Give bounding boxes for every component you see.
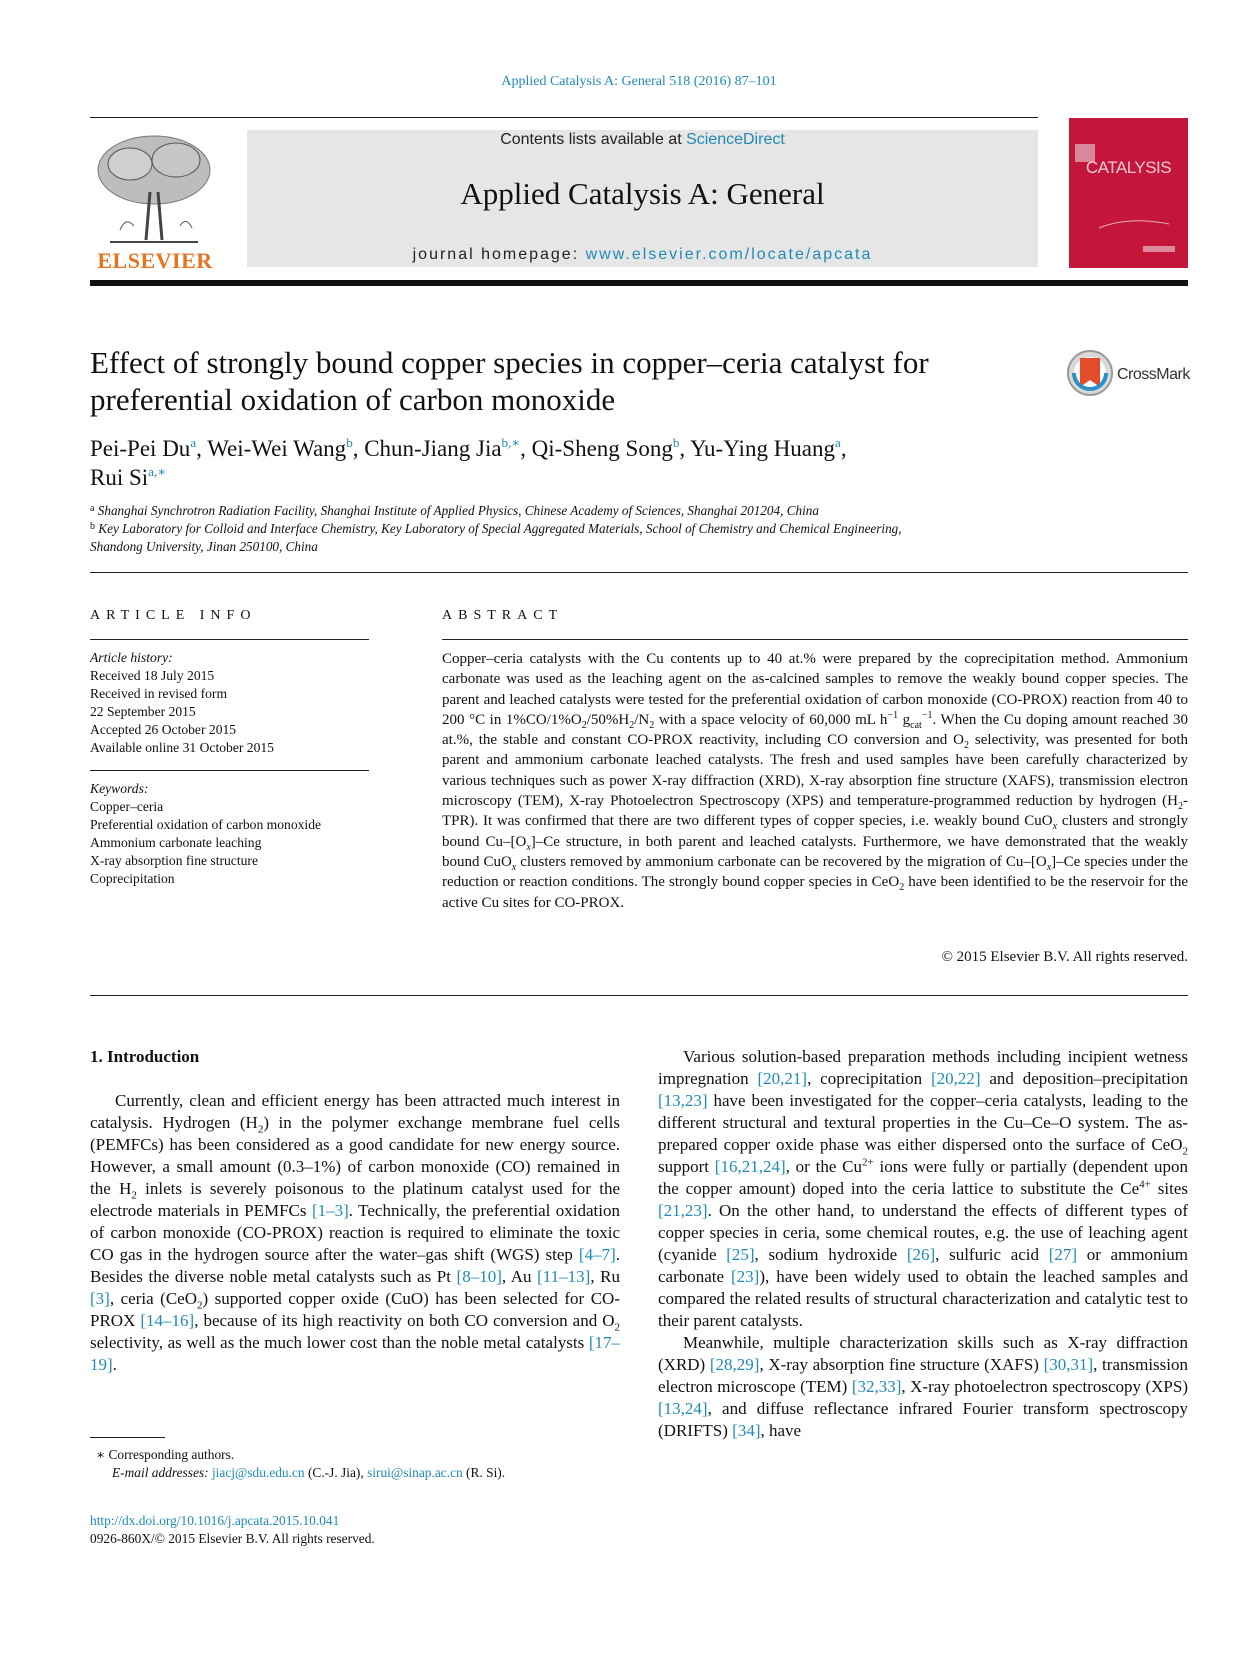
affiliation-a-text: Shanghai Synchrotron Radiation Facility, Shanghai Institute of Applied Physics, Chinese Academy of Sciences, Shanghai 201204, China bbox=[97, 503, 819, 518]
article-title-line-1: Effect of strongly bound copper species in copper–ceria catalyst for bbox=[90, 345, 929, 380]
author-affil-mark[interactable]: b bbox=[346, 435, 353, 450]
keyword-item: Copper–ceria bbox=[90, 799, 164, 814]
citation-link[interactable]: [4–7] bbox=[578, 1245, 616, 1264]
citation-link[interactable]: [28,29] bbox=[709, 1355, 760, 1374]
citation-link[interactable]: [1–3] bbox=[311, 1201, 349, 1220]
footnote-star: ∗ bbox=[96, 1447, 106, 1462]
citation-link[interactable]: [23] bbox=[731, 1267, 760, 1286]
journal-title: Applied Catalysis A: General bbox=[460, 176, 825, 211]
intro-paragraph-3: Meanwhile, multiple characterization skills such as X-ray diffraction (XRD) [28,29], X-ray absorption fine structure (XAFS) [30,31], transmission electron microscope (TEM) [32,33], X-ray photoelectron spectroscopy (XPS) [13,24], and diffuse reflectance infrared Fourier transform spectroscopy (DRIFTS) [34], have bbox=[658, 1333, 1189, 1440]
body-rule bbox=[90, 995, 1188, 996]
author-name[interactable]: Wei-Wei Wang bbox=[207, 436, 347, 461]
affiliation-b-cont: Shandong University, Jinan 250100, China bbox=[90, 539, 318, 554]
crossmark-label[interactable]: CrossMark bbox=[1117, 366, 1190, 383]
issn-line: 0926-860X/© 2015 Elsevier B.V. All rights reserved. bbox=[90, 1531, 375, 1546]
citation-link[interactable]: [14–16] bbox=[140, 1311, 195, 1330]
citation-link[interactable]: [25] bbox=[726, 1245, 755, 1264]
author-affil-mark[interactable]: b,∗ bbox=[501, 435, 521, 450]
abstract-body: Copper–ceria catalysts with the Cu contents up to 40 at.% were prepared by the coprecipitation method. Ammonium carbonate was used as the leaching agent on the as-calcined samples to remove the weakly bound copper species. The parent and leached catalysts were tested for the preferential oxidation of carbon monoxide (CO-PROX) reaction from 40 to 200 °C in $1\%CO/1\%O_2/50\%H_2/N_2$ with a space velocity of 60,000 mL $h^{-1}$ $g_{cat}^{-1}$. When the Cu doping amount reached 30 at.%, the stable and constant CO-PROX reactivity, including CO conversion and $O_2$ selectivity, was presented for both parent and ammonium carbonate leached catalysts. The fresh and used samples have been carefully characterized by various techniques such as power X-ray diffraction (XRD), X-ray absorption fine structure (XAFS), transmission electron microscopy (TEM), X-ray Photoelectron Spectroscopy (XPS) and temperature-programmed reduction by hydrogen $(H_2-TPR)$. It was confirmed that there are two different types of copper species, i.e. weakly bound CuO$_x$ clusters and strongly bound $Cu-[O_x]-Ce$ structure, in both parent and leached catalysts. Furthermore, we have demonstrated that the weakly bound CuO$_x$ clusters removed by ammonium carbonate can be recovered by the migration of $Cu-[O_x]-Ce$ species under the reduction or reaction conditions. The strongly bound copper species in CeO$_2$ have been identified to be the reservoir for the active Cu sites for CO-PROX. bbox=[442, 651, 1188, 911]
cover-title: CATALYSIS bbox=[1085, 158, 1172, 177]
email-link-jia[interactable]: jiacj@sdu.edu.cn bbox=[211, 1465, 305, 1480]
author-affil-mark[interactable]: a bbox=[835, 435, 841, 450]
keyword-item: X-ray absorption fine structure bbox=[90, 853, 258, 868]
intro-paragraph-2: Various solution-based preparation methods including incipient wetness impregnation [20,21], coprecipitation [20,22] and deposition–precipitation [13,23] have been investigated for the copper–ceria catalysts, leading to the different structural and textural properties in the Cu–Ce–O system. The as-prepared copper oxide phase was either dispersed onto the surface of CeO$_2$ support [16,21,24], or the $Cu^{2+}$ ions were fully or partially (dependent upon the copper amount) doped into the ceria lattice to substitute the $Ce^{4+}$ sites [21,23]. On the other hand, to understand the effects of different types of copper species in ceria, some chemical routes, e.g. the use of leaching agent (cyanide [25], sodium hydroxide [26], sulfuric acid [27] or ammonium carbonate [23]), have been widely used to obtain the leached samples and compared the related results of structural characterization and catalytic test to their parent catalysts. bbox=[658, 1047, 1189, 1330]
author-line-2 bbox=[90, 463, 1090, 492]
email-owner: (C.-J. Jia), bbox=[304, 1465, 368, 1480]
homepage-line bbox=[247, 246, 1038, 264]
citation-link[interactable]: [27] bbox=[1048, 1245, 1078, 1264]
email-label: E-mail addresses: bbox=[112, 1465, 209, 1480]
body-column-right bbox=[658, 1046, 1188, 1442]
contents-prefix: Contents lists available at bbox=[500, 131, 687, 148]
citation-link[interactable]: [8–10] bbox=[456, 1267, 502, 1286]
section-heading-introduction: 1. Introduction bbox=[90, 1047, 200, 1066]
citation-link[interactable]: [20,21] bbox=[757, 1069, 808, 1088]
history-revised-date: 22 September 2015 bbox=[90, 704, 196, 719]
article-title bbox=[90, 344, 1030, 418]
affiliation-b: $^b$ Key Laboratory for Colloid and Interface Chemistry, Key Laboratory of Special Aggregated Materials, School of Chemistry and Chemical Engineering, bbox=[90, 521, 902, 536]
homepage-link[interactable]: www.elsevier.com/locate/apcata bbox=[585, 246, 873, 263]
abstract-heading: ABSTRACT bbox=[442, 608, 564, 623]
keywords bbox=[90, 780, 380, 888]
author-affil-mark[interactable]: b bbox=[672, 435, 680, 450]
citation-link[interactable]: [3] bbox=[90, 1289, 110, 1308]
keyword-item: Preferential oxidation of carbon monoxide bbox=[90, 817, 322, 832]
history-accepted: Accepted 26 October 2015 bbox=[90, 722, 237, 737]
keyword-item: Ammonium carbonate leaching bbox=[90, 835, 262, 850]
intro-paragraph-1: Currently, clean and efficient energy has been attracted much interest in catalysis. Hydrogen $(H_2)$ in the polymer exchange membrane fuel cells (PEMFCs) has been considered as a good candidate for new energy source. However, a small amount (0.3–1%) of carbon monoxide (CO) remained in the $H_2$ inlets is severely poisonous to the platinum catalyst used for the electrode materials in PEMFCs [1–3]. Technically, the preferential oxidation of carbon monoxide (CO-PROX) reaction is required to eliminate the toxic CO gas in the hydrogen source after the water–gas shift (WGS) step [4–7]. Besides the diverse noble metal catalysts such as Pt [8–10], Au [11–13], Ru [3], ceria (CeO$_2$) supported copper oxide (CuO) has been selected for CO-PROX [14–16], because of its high reactivity on both CO conversion and $O_2$ selectivity, as well as the much lower cost than the noble metal catalysts [17–19]. bbox=[90, 1091, 621, 1374]
keyword-item: Coprecipitation bbox=[90, 871, 175, 886]
affiliation-b-text: Key Laboratory for Colloid and Interface Chemistry, Key Laboratory of Special Aggregated Materials, School of Chemistry and Chemical Engineering, bbox=[98, 521, 902, 536]
article-history bbox=[90, 649, 370, 757]
author-name[interactable]: Rui Si bbox=[90, 465, 149, 490]
keywords-rule bbox=[90, 770, 369, 771]
doi-link[interactable]: http://dx.doi.org/10.1016/j.apcata.2015.10.041 bbox=[90, 1513, 340, 1528]
footnote-corresponding: Corresponding authors. bbox=[105, 1447, 235, 1462]
history-label: Article history: bbox=[90, 650, 173, 665]
section-rule bbox=[90, 572, 1188, 573]
doi-block bbox=[90, 1512, 375, 1548]
author-affil-mark[interactable]: a,∗ bbox=[148, 464, 167, 479]
crossmark-icon[interactable] bbox=[1066, 349, 1114, 397]
author-name[interactable]: Qi-Sheng Song bbox=[531, 436, 673, 461]
author-line-1: Pei-Pei Du$^a$, Wei-Wei Wang$^b$, Chun-Jiang Jia$^{b,∗}$, Qi-Sheng Song$^b$, Yu-Ying Huang$^a$, bbox=[90, 435, 847, 461]
affiliation-a: $^a$ Shanghai Synchrotron Radiation Facility, Shanghai Institute of Applied Physics, Chinese Academy of Sciences, Shanghai 201204, China bbox=[90, 503, 819, 518]
elsevier-wordmark: ELSEVIER bbox=[97, 248, 213, 273]
abstract-copyright: © 2015 Elsevier B.V. All rights reserved. bbox=[941, 949, 1188, 965]
citation-link[interactable]: [13,23] bbox=[658, 1091, 708, 1110]
citation-link[interactable]: [21,23] bbox=[658, 1201, 708, 1220]
abstract-rule bbox=[442, 639, 1188, 640]
footnote-rule bbox=[90, 1437, 165, 1438]
citation-link[interactable]: [11–13] bbox=[537, 1267, 591, 1286]
citation-link[interactable]: [17–19] bbox=[90, 1333, 620, 1374]
running-head[interactable]: Applied Catalysis A: General 518 (2016) 87–101 bbox=[501, 74, 777, 89]
author-name[interactable]: Yu-Ying Huang bbox=[690, 436, 836, 461]
email-link-si[interactable]: sirui@sinap.ac.cn bbox=[367, 1465, 463, 1480]
citation-link[interactable]: [34] bbox=[732, 1421, 761, 1440]
author-list bbox=[90, 434, 1090, 492]
contents-line bbox=[247, 131, 1038, 149]
masthead-rule bbox=[90, 280, 1188, 286]
journal-cover-thumbnail[interactable] bbox=[1069, 118, 1188, 268]
info-rule bbox=[90, 639, 369, 640]
corresponding-author-footnote bbox=[96, 1446, 696, 1482]
history-revised: Received in revised form bbox=[90, 686, 228, 701]
history-received: Received 18 July 2015 bbox=[90, 668, 215, 683]
body-column-left bbox=[90, 1090, 620, 1376]
keywords-label: Keywords: bbox=[90, 781, 149, 796]
author-affil-mark[interactable]: a bbox=[190, 435, 197, 450]
author-name[interactable]: Pei-Pei Du bbox=[90, 436, 191, 461]
article-info-heading: ARTICLE INFO bbox=[90, 608, 257, 623]
sciencedirect-link[interactable]: ScienceDirect bbox=[686, 131, 785, 148]
article-title-line-2: preferential oxidation of carbon monoxide bbox=[90, 382, 616, 417]
homepage-prefix: journal homepage: bbox=[412, 246, 586, 263]
citation-link[interactable]: [30,31] bbox=[1043, 1355, 1094, 1374]
author-name[interactable]: Chun-Jiang Jia bbox=[364, 436, 502, 461]
header-rule bbox=[90, 117, 1038, 118]
citation-link[interactable]: [13,24] bbox=[658, 1399, 708, 1418]
citation-link[interactable]: [16,21,24] bbox=[714, 1157, 786, 1176]
history-online: Available online 31 October 2015 bbox=[90, 740, 274, 755]
citation-link[interactable]: [32,33] bbox=[851, 1377, 902, 1396]
email-owner: (R. Si). bbox=[462, 1465, 506, 1480]
citation-link[interactable]: [20,22] bbox=[930, 1069, 981, 1088]
affiliations bbox=[90, 502, 1100, 556]
citation-link[interactable]: [26] bbox=[906, 1245, 936, 1264]
